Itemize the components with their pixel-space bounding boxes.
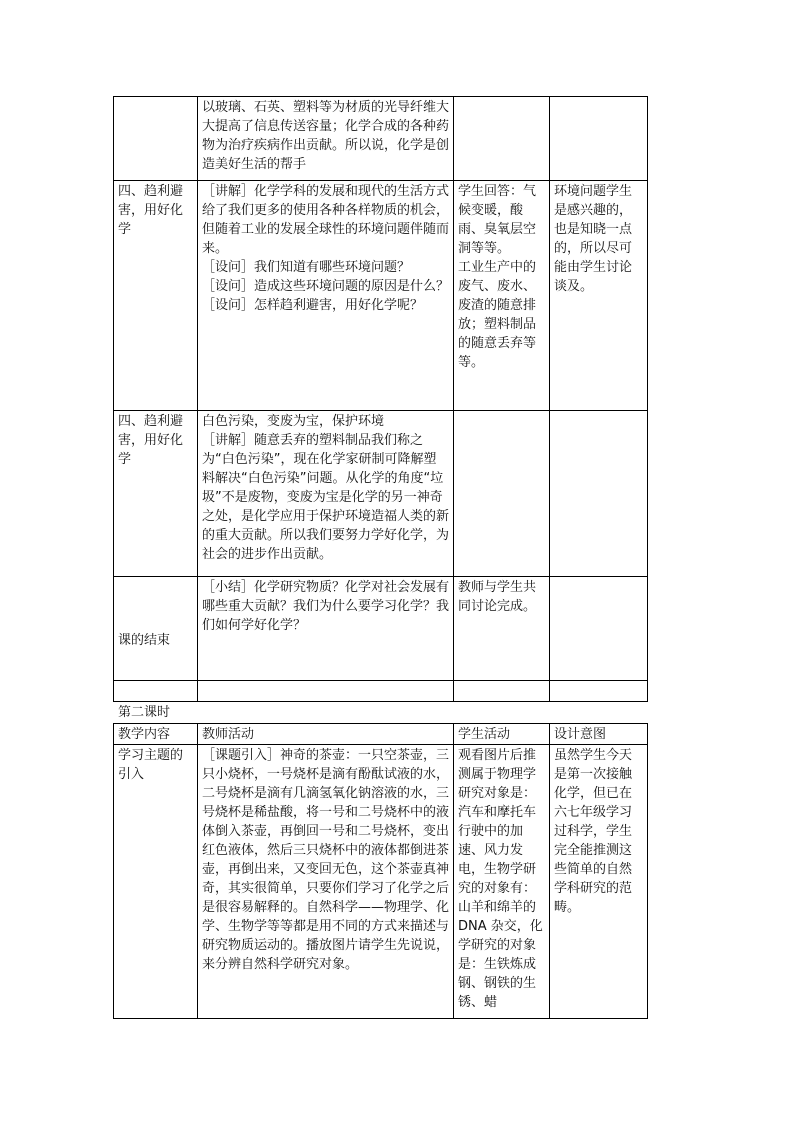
lesson-label: 第二课时 xyxy=(118,705,171,720)
design-intent-cell xyxy=(550,97,648,181)
content-cell xyxy=(114,681,198,702)
teacher-activity-cell xyxy=(198,681,454,702)
teacher-activity-cell: ［小结］化学研究物质？化学对社会发展有哪些重大贡献？我们为什么要学习化学？我们如何学好化学？ xyxy=(198,577,454,681)
header-cell: 教师活动 xyxy=(198,724,454,745)
student-activity-cell: 教师与学生共同讨论完成。 xyxy=(454,577,550,681)
content-cell: 四、趋利避害，用好化学 xyxy=(114,411,198,577)
header-cell: 设计意图 xyxy=(550,724,648,745)
table-row xyxy=(114,681,648,702)
lesson-plan-table-2 xyxy=(113,723,648,1019)
student-activity-cell xyxy=(454,411,550,577)
design-intent-cell xyxy=(550,681,648,702)
table-row xyxy=(114,181,648,411)
header-cell: 教学内容 xyxy=(114,724,198,745)
table-row xyxy=(114,745,648,1019)
teacher-activity-cell: ［课题引入］神奇的茶壶：一只空茶壶，三只小烧杯，一号烧杯是滴有酚酞试液的水，二号烧杯是滴有几滴氢氧化钠溶液的水，三号烧杯是稀盐酸，将一号和二号烧杯中的液体倒入茶壶，再倒回一号和二号烧杯，变出红色液体，然后三只烧杯中的液体都倒进茶壶，再倒出来，又变回无色，这个茶壶真神奇，其实很简单，只要你们学习了化学之后是很容易解释的。自然科学——物理学、化学、生物学等等都是用不同的方式来描述与研究物质运动的。播放图片请学生先说说，来分辨自然科学研究对象。 xyxy=(198,745,454,1019)
design-intent-cell xyxy=(550,411,648,577)
content-cell: 四、趋利避害，用好化学 xyxy=(114,181,198,411)
student-activity-cell xyxy=(454,97,550,181)
design-intent-cell: 虽然学生今天是第一次接触化学，但已在六七年级学习过科学，学生完全能推测这些简单的自然学科研究的范畴。 xyxy=(550,745,648,1019)
design-intent-cell xyxy=(550,577,648,681)
lesson-plan-table-1 xyxy=(113,96,648,702)
content-cell: 课的结束 xyxy=(114,577,198,681)
teacher-activity-cell: 白色污染，变废为宝，保护环境 ［讲解］随意丢弃的塑料制品我们称之为“白色污染”，现在化学家研制可降解塑料解决“白色污染”问题。从化学的角度“垃圾”不是废物，变废为宝是化学的另一神奇之处，是化学应用于保护环境造福人类的新的重大贡献。所以我们要努力学好化学，为社会的进步作出贡献。 xyxy=(198,411,454,577)
content-cell xyxy=(114,97,198,181)
table-row xyxy=(114,97,648,181)
teacher-activity-cell: 以玻璃、石英、塑料等为材质的光导纤维大大提高了信息传送容量；化学合成的各种药物为治疗疾病作出贡献。所以说，化学是创造美好生活的帮手 xyxy=(198,97,454,181)
student-activity-cell xyxy=(454,681,550,702)
teacher-activity-cell: ［讲解］化学学科的发展和现代的生活方式给了我们更多的使用各种各样物质的机会，但随着工业的发展全球性的环境问题伴随而来。 ［设问］我们知道有哪些环境问题？ ［设问］造成这些环境问题的原因是什么？ ［设问］怎样趋利避害，用好化学呢？ xyxy=(198,181,454,411)
content-cell: 学习主题的引入 xyxy=(114,745,198,1019)
table-header-row xyxy=(114,724,648,745)
design-intent-cell: 环境问题学生是感兴趣的，也是知晓一点的，所以尽可能由学生讨论谈及。 xyxy=(550,181,648,411)
table-row xyxy=(114,411,648,577)
student-activity-cell: 学生回答：气候变暖，酸雨、臭氧层空洞等等。 工业生产中的废气、废水、废渣的随意排放；塑料制品的随意丢弃等等。 xyxy=(454,181,550,411)
student-activity-cell: 观看图片后推测属于物理学研究对象是：汽车和摩托车行驶中的加速、风力发电，生物学研究的对象有：山羊和绵羊的 DNA 杂交，化学研究的对象是：生铁炼成钢、钢铁的生锈、蜡 xyxy=(454,745,550,1019)
table-row xyxy=(114,577,648,681)
header-cell: 学生活动 xyxy=(454,724,550,745)
